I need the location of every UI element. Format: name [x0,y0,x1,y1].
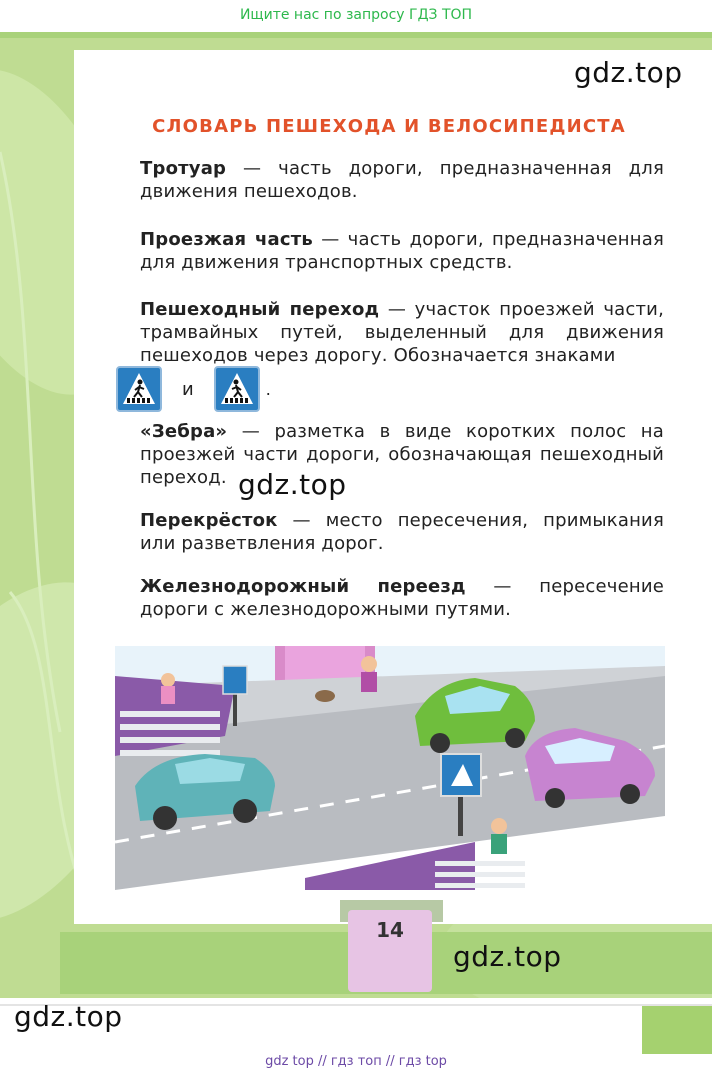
entry-zebra [140,420,664,489]
entry-trotuar [140,157,664,203]
entry-definition: — участок проезжей части, трамвайных путей, выделенный для движения пешеходов через дорогу. Обозначается знаками [140,299,664,366]
entry-term: Проезжая часть [140,229,313,250]
entry-definition: — часть дороги, предназначенная для движения транспортных средств. [140,229,664,273]
entry-definition: — часть дороги, предназначенная для движения пешеходов. [140,158,664,202]
pedestrian-crossing-sign-icon [116,366,162,412]
entry-intersection [140,509,664,555]
entry-definition: — место пересечения, примыкания или разветвления дорог. [140,510,664,554]
signs-and: и [182,378,194,400]
road-illustration [115,646,665,890]
watermark-page-bottom: gdz.top [453,940,562,973]
watermark-top: gdz.top [574,56,683,89]
footer-links[interactable]: gdz top // гдз топ // гдз top [265,1054,447,1069]
entry-railway-crossing [140,575,664,621]
page-number: 14 [348,910,432,992]
entry-term: «Зебра» [140,421,228,442]
signs-end: . [265,378,271,399]
entry-term: Тротуар [140,158,227,179]
entry-term: Перекрёсток [140,510,278,531]
entry-definition: — разметка в виде коротких полос на проезжей части дороги, обозначающая пешеходный переход. [140,421,664,488]
pedestrian-crossing-sign-icon [214,366,260,412]
entry-crosswalk [140,298,664,367]
crosswalk-signs [116,364,271,414]
entry-term: Пешеходный переход [140,299,380,320]
next-page-edge [642,1006,712,1054]
page-title: СЛОВАРЬ ПЕШЕХОДА И ВЕЛОСИПЕДИСТА [152,116,626,137]
top-banner[interactable]: Ищите нас по запросу ГДЗ ТОП [239,7,473,23]
entry-term: Железнодорожный переезд [140,576,466,597]
watermark-strip: gdz.top [14,1000,123,1033]
entry-definition: — пересечение дороги с железнодорожными путями. [140,576,664,620]
entry-roadway [140,228,664,274]
watermark-middle: gdz.top [238,468,347,501]
